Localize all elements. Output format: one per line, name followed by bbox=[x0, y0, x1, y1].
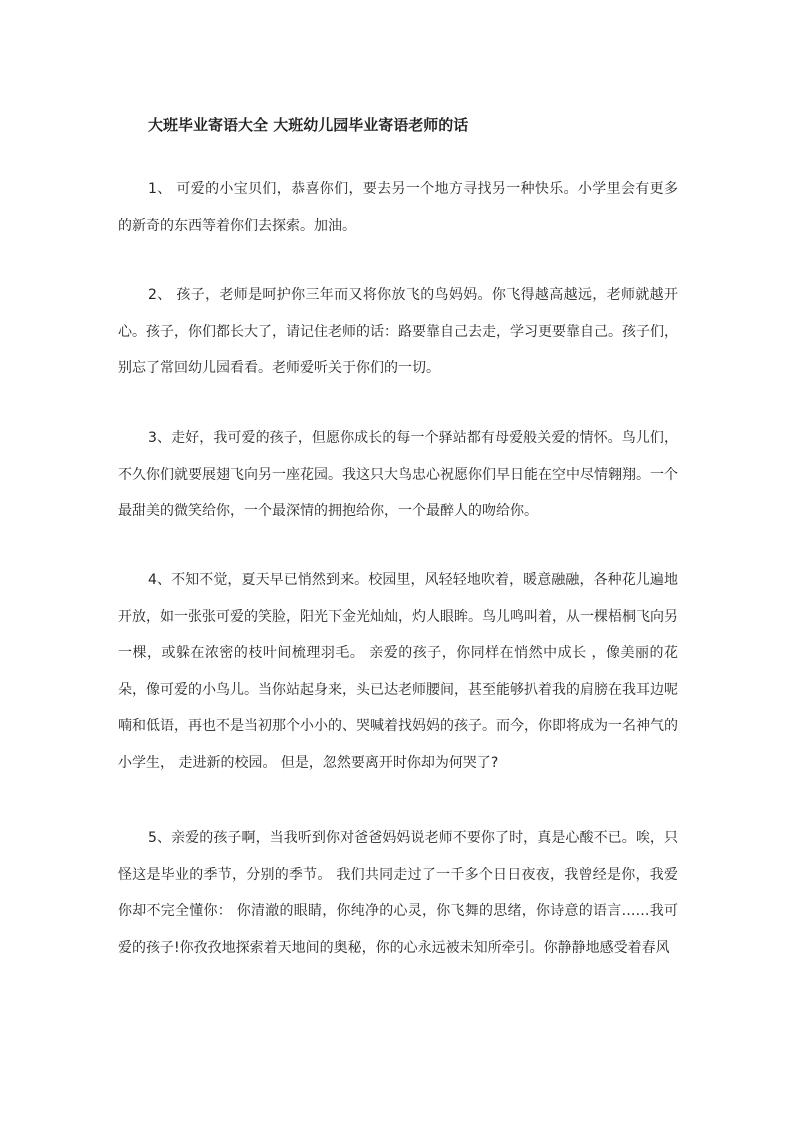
document-title: 大班毕业寄语大全 大班幼儿园毕业寄语老师的话 bbox=[148, 116, 469, 134]
paragraph-3: 3、走好，我可爱的孩子，但愿你成长的每一个驿站都有母爱般关爱的情怀。鸟儿们，不久你们就要展翅飞向另一座花园。我这只大鸟忠心祝愿你们早日能在空中尽情翱翔。一个最甜美的微笑给你，一个最深情的拥抱给你，一个最醉人的吻给你。 bbox=[118, 430, 678, 519]
paragraph-5: 5、亲爱的孩子啊，当我听到你对爸爸妈妈说老师不要你了时，真是心酸不已。唉，只怪这是毕业的季节，分别的季节。 我们共同走过了一千多个日日夜夜，我曾经是你，我爱你却不完全懂你： 你清澈的眼睛，你纯净的心灵，你飞舞的思绪，你诗意的语言……我可爱的孩子!你孜孜地探索着天地间的奥秘，你的心永远被未知所牵引。你静静地感受着春风 bbox=[118, 830, 678, 956]
paragraph-4: 4、不知不觉，夏天早已悄然到来。校园里，风轻轻地吹着，暖意融融，各种花儿遍地开放，如一张张可爱的笑脸，阳光下金光灿灿，灼人眼眸。鸟儿鸣叫着，从一棵梧桐飞向另一棵，或躲在浓密的枝叶间梳理羽毛。 亲爱的孩子，你同样在悄然中成长 ，像美丽的花朵，像可爱的小鸟儿。当你站起身来，头已达老师腰间，甚至能够扒着我的肩膀在我耳边呢喃和低语，再也不是当初那个小小的、哭喊着找妈妈的孩子。而今，你即将成为一名神气的小学生， 走进新的校园。 但是，忽然要离开时你却为何哭了? bbox=[118, 572, 678, 771]
paragraph-1: 1、 可爱的小宝贝们，恭喜你们，要去另一个地方寻找另一种快乐。小学里会有更多的新奇的东西等着你们去探索。加油。 bbox=[118, 181, 678, 234]
paragraph-2: 2、 孩子，老师是呵护你三年而又将你放飞的鸟妈妈。你飞得越高越远，老师就越开心。孩子，你们都长大了，请记住老师的话：路要靠自己去走，学习更要靠自己。孩子们，别忘了常回幼儿园看看。老师爱听关于你们的一切。 bbox=[118, 287, 678, 376]
